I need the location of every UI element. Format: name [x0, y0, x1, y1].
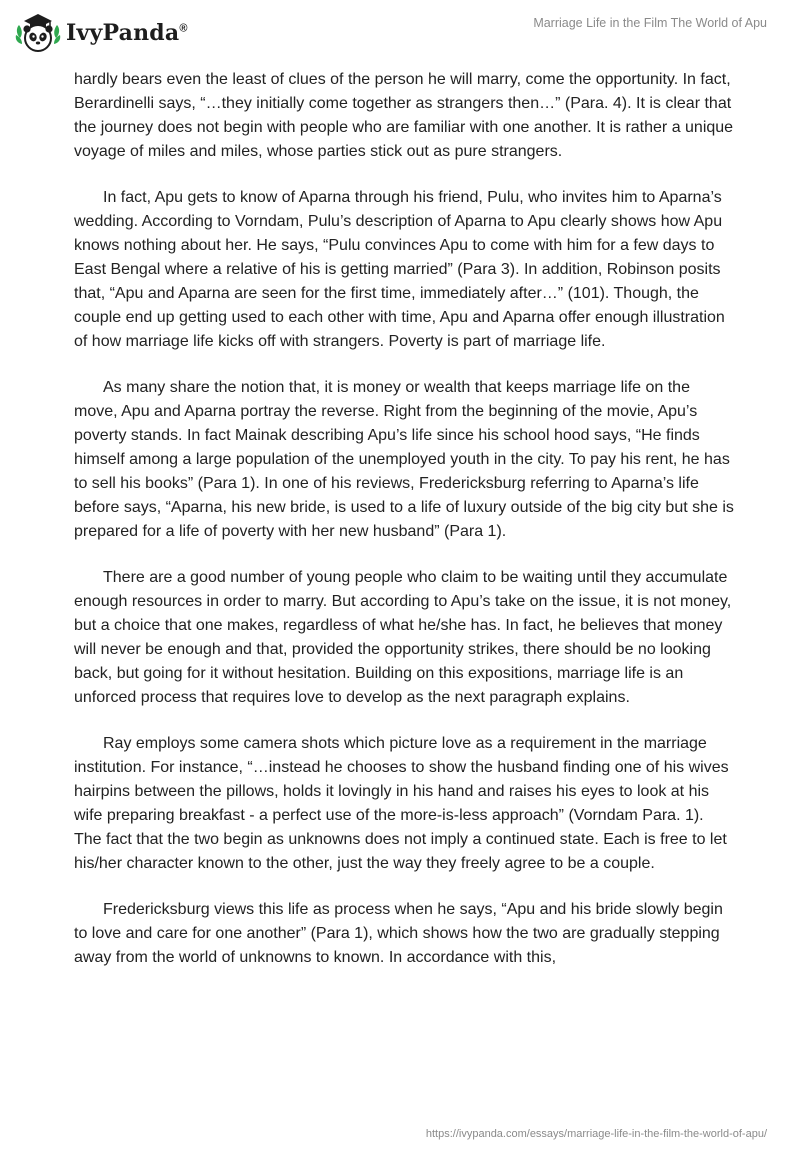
source-url[interactable]: https://ivypanda.com/essays/marriage-life-in-the-film-the-world-of-apu/: [425, 1128, 767, 1140]
essay-body: [74, 68, 734, 992]
page-header: [0, 0, 800, 60]
brand-registered-mark: ®: [179, 22, 188, 35]
paragraph: There are a good number of young people who claim to be waiting until they accumulate enough resources in order to marry. But according to Apu’s take on the issue, it is not money, but a choice that one makes, regardless of what he/she has. In fact, he believes that money will never be enough and that, provided the opportunity strikes, there should be no looking back, but going for it without hesitation. Building on this expositions, marriage life is an unforced process that requires love to develop as the next paragraph explains.: [74, 569, 732, 706]
brand-name: IvyPanda®: [66, 20, 188, 46]
brand-logo[interactable]: [14, 8, 188, 56]
paragraph: hardly bears even the least of clues of the person he will marry, come the opportunity. In fact, Berardinelli says, “…they initially come together as strangers then…” (Para. 4). It is clear that the journey does not begin with people who are familiar with one another. It is rather a unique voyage of miles and miles, whose parties stick out as pure strangers.: [74, 71, 734, 160]
paragraph: In fact, Apu gets to know of Aparna through his friend, Pulu, who invites him to Aparna’s wedding. According to Vorndam, Pulu’s description of Aparna to Apu clearly shows how Apu knows nothing about her. He says, “Pulu convinces Apu to come with him for a few days to East Bengal where a relative of his is getting married” (Para 3). In addition, Robinson posits that, “Apu and Aparna are seen for the first time, immediately after…” (101). Though, the couple end up getting used to each other with time, Apu and Aparna offer enough illustration of how marriage life kicks off with strangers. Poverty is part of marriage life.: [74, 189, 725, 350]
document-title: Marriage Life in the Film The World of Apu: [533, 16, 767, 30]
paragraph: As many share the notion that, it is money or wealth that keeps marriage life on the move, Apu and Aparna portray the reverse. Right from the beginning of the movie, Apu’s poverty stands. In fact Mainak describing Apu’s life since his school hood says, “He finds himself among a large population of the unemployed youth in the city. To pay his rent, he has to sell his books” (Para 1). In one of his reviews, Fredericksburg referring to Aparna’s life before says, “Aparna, his new bride, is used to a life of luxury outside of the big city but she is prepared for a life of poverty with her new husband” (Para 1).: [74, 379, 734, 540]
paragraph: Fredericksburg views this life as process when he says, “Apu and his bride slowly begin to love and care for one another” (Para 1), which shows how the two are gradually stepping away from the world of unknowns to known. In accordance with this,: [74, 901, 723, 966]
paragraph: Ray employs some camera shots which picture love as a requirement in the marriage institution. For instance, “…instead he chooses to show the husband finding one of his wives hairpins between the pillows, holds it lovingly in his hand and raises his eyes to look at his wife preparing breakfast - a perfect use of the more-is-less approach” (Vorndam Para. 1). The fact that the two begin as unknowns does not imply a continued state. Each is free to let his/her character known to the other, just the way they freely agree to be a couple.: [74, 735, 729, 872]
panda-logo-icon: [14, 8, 62, 56]
